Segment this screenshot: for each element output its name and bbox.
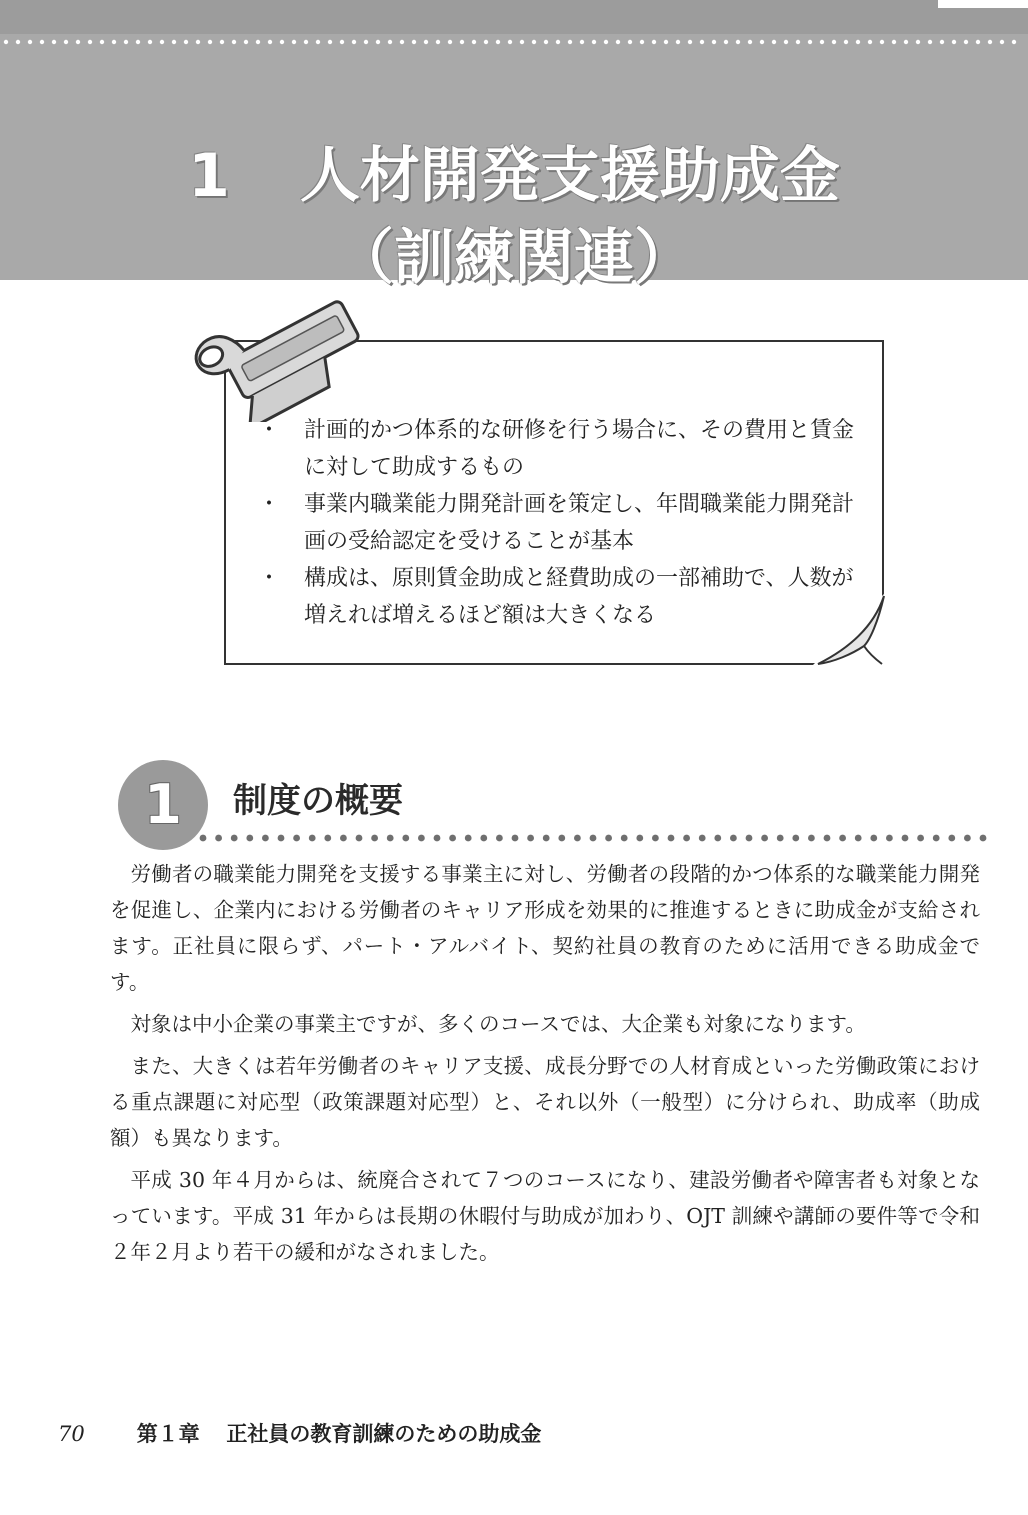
header-dot [940, 40, 944, 44]
section-dot [855, 835, 862, 842]
header-dot [328, 40, 332, 44]
header-dot [28, 40, 32, 44]
section-dot [356, 835, 363, 842]
chapter-title-line2: （訓練関連） [334, 223, 694, 293]
section-dot [636, 835, 643, 842]
section-dot [980, 835, 987, 842]
header-dot [40, 40, 44, 44]
header-dot [292, 40, 296, 44]
header-dot [652, 40, 656, 44]
section-dot [808, 835, 815, 842]
section-dot [917, 835, 924, 842]
section-dot [543, 835, 550, 842]
section-dot [200, 835, 207, 842]
header-dot [352, 40, 356, 44]
header-dot [184, 40, 188, 44]
section-dot [324, 835, 331, 842]
section-dot [605, 835, 612, 842]
section-dot [480, 835, 487, 842]
header-dot [556, 40, 560, 44]
footer-chapter-label: 第１章 [136, 1421, 200, 1446]
header-dot [376, 40, 380, 44]
header-dot [988, 40, 992, 44]
header-dot [1012, 40, 1016, 44]
header-dot [400, 40, 404, 44]
header-dot [16, 40, 20, 44]
header-dot [4, 40, 8, 44]
header-dot [280, 40, 284, 44]
bullet-glyph: ・ [258, 566, 281, 591]
header-dot [88, 40, 92, 44]
header-dot [952, 40, 956, 44]
section-dotted-rule [198, 833, 988, 843]
header-dot [76, 40, 80, 44]
header-dot [892, 40, 896, 44]
section-dot [590, 835, 597, 842]
section-dot [309, 835, 316, 842]
header-dot [568, 40, 572, 44]
header-dot [700, 40, 704, 44]
header-dot [472, 40, 476, 44]
header-dot [964, 40, 968, 44]
section-dot [777, 835, 784, 842]
section-dot [512, 835, 519, 842]
section-dot [402, 835, 409, 842]
header-dotted-rule [0, 38, 1028, 46]
section-dot [621, 835, 628, 842]
section-dot [465, 835, 472, 842]
header-top-stripe [0, 0, 1028, 34]
section-dot [418, 835, 425, 842]
section-dot [668, 835, 675, 842]
header-dot [784, 40, 788, 44]
header-dot [520, 40, 524, 44]
section-dot [231, 835, 238, 842]
section-dot [340, 835, 347, 842]
section-dot [449, 835, 456, 842]
header-dot [808, 40, 812, 44]
header-dot [112, 40, 116, 44]
section-dot [761, 835, 768, 842]
chapter-number: 1 [188, 141, 230, 211]
header-dot [724, 40, 728, 44]
header-dot [748, 40, 752, 44]
header-dot [772, 40, 776, 44]
header-dot [148, 40, 152, 44]
header-dot [712, 40, 716, 44]
section-dot [246, 835, 253, 842]
section-dot [652, 835, 659, 842]
header-dot [640, 40, 644, 44]
section-number: 1 [144, 773, 182, 836]
header-dot [424, 40, 428, 44]
header-dot [268, 40, 272, 44]
section-dot [434, 835, 441, 842]
header-dot [820, 40, 824, 44]
section-dot [293, 835, 300, 842]
header-dot [508, 40, 512, 44]
header-dot [52, 40, 56, 44]
header-dot [880, 40, 884, 44]
header-dot [304, 40, 308, 44]
header-dot [436, 40, 440, 44]
header-dot [664, 40, 668, 44]
summary-item-text: 構成は、原則賃金助成と経費助成の一部補助で、人数が増えれば増えるほど額は大きくなる [304, 566, 854, 628]
header-dot [1000, 40, 1004, 44]
header-dot [544, 40, 548, 44]
header-dot [832, 40, 836, 44]
header-dot [100, 40, 104, 44]
section-dot [558, 835, 565, 842]
header-dot [220, 40, 224, 44]
section-dot [699, 835, 706, 842]
header-dot [916, 40, 920, 44]
header-dot [736, 40, 740, 44]
header-dot [232, 40, 236, 44]
header-dot [928, 40, 932, 44]
header-dot [160, 40, 164, 44]
chapter-title-line1: 人材開発支援助成金 [299, 141, 840, 211]
header-dot [388, 40, 392, 44]
section-dot [792, 835, 799, 842]
header-dot [196, 40, 200, 44]
bullet-glyph: ・ [258, 418, 281, 443]
section-dot [527, 835, 534, 842]
section-dot [371, 835, 378, 842]
header-dot [616, 40, 620, 44]
page-number: 70 [58, 1422, 85, 1446]
header-dot [868, 40, 872, 44]
header-dot [760, 40, 764, 44]
header-dot [244, 40, 248, 44]
header-dot [676, 40, 680, 44]
header-dot [796, 40, 800, 44]
section-dot [839, 835, 846, 842]
header-dot [460, 40, 464, 44]
summary-item [258, 560, 858, 634]
summary-item-text: 計画的かつ体系的な研修を行う場合に、その費用と賃金に対して助成するもの [304, 418, 855, 480]
section-dot [886, 835, 893, 842]
body-paragraph: 平成 30 年４月からは、統廃合されて７つのコースになり、建設労働者や障害者も対象となっています。平成 31 年からは長期の休暇付与助成が加わり、OJT 訓練や講師の要件等で令和２年２月より若干の緩和がなされました。 [110, 1168, 980, 1264]
body-text [110, 856, 980, 1276]
header-dot [340, 40, 344, 44]
section-dot [746, 835, 753, 842]
header-dot [448, 40, 452, 44]
section-dot [948, 835, 955, 842]
header-dot [604, 40, 608, 44]
header-dot [136, 40, 140, 44]
body-paragraph: また、大きくは若年労働者のキャリア支援、成長分野での人材育成といった労働政策における重点課題に対応型（政策課題対応型）と、それ以外（一般型）に分けられ、助成率（助成額）も異なります。 [110, 1054, 980, 1150]
footer-chapter-title: 正社員の教育訓練のための助成金 [226, 1421, 542, 1446]
page-footer [58, 1420, 541, 1448]
header-dot [64, 40, 68, 44]
header-dot [976, 40, 980, 44]
section-dot [714, 835, 721, 842]
section-dot [870, 835, 877, 842]
bullet-glyph: ・ [258, 492, 281, 517]
header-dot [172, 40, 176, 44]
header-dot [412, 40, 416, 44]
summary-item [258, 412, 858, 486]
summary-item [258, 486, 858, 560]
summary-list [258, 412, 858, 634]
header-dot [208, 40, 212, 44]
header-dot [316, 40, 320, 44]
section-dot [964, 835, 971, 842]
section-dot [574, 835, 581, 842]
header-dot [592, 40, 596, 44]
header-dot [496, 40, 500, 44]
chapter-title [0, 135, 1028, 299]
section-dot [824, 835, 831, 842]
section-dot [902, 835, 909, 842]
header-dot [580, 40, 584, 44]
section-dot [496, 835, 503, 842]
section-dot [730, 835, 737, 842]
header-dot [364, 40, 368, 44]
header-dot [256, 40, 260, 44]
clip-icon [190, 292, 380, 422]
body-paragraph: 対象は中小企業の事業主ですが、多くのコースでは、大企業も対象になります。 [130, 1012, 866, 1036]
header-dot [856, 40, 860, 44]
header-dot [628, 40, 632, 44]
section-dot [215, 835, 222, 842]
section-dot [262, 835, 269, 842]
header-dot [904, 40, 908, 44]
header-dot [532, 40, 536, 44]
section-title: 制度の概要 [233, 781, 403, 821]
header-dot [688, 40, 692, 44]
header-dot [124, 40, 128, 44]
section-dot [387, 835, 394, 842]
body-paragraph: 労働者の職業能力開発を支援する事業主に対し、労働者の段階的かつ体系的な職業能力開発を促進し、企業内における労働者のキャリア形成を効果的に推進するときに助成金が支給されます。正社員に限らず、パート・アルバイト、契約社員の教育のために活用できる助成金です。 [110, 862, 980, 994]
header-dot [484, 40, 488, 44]
section-dot [683, 835, 690, 842]
summary-item-text: 事業内職業能力開発計画を策定し、年間職業能力開発計画の受給認定を受けることが基本 [304, 492, 855, 554]
header-dot [844, 40, 848, 44]
section-dot [278, 835, 285, 842]
section-dot [933, 835, 940, 842]
header-corner [938, 0, 1028, 8]
